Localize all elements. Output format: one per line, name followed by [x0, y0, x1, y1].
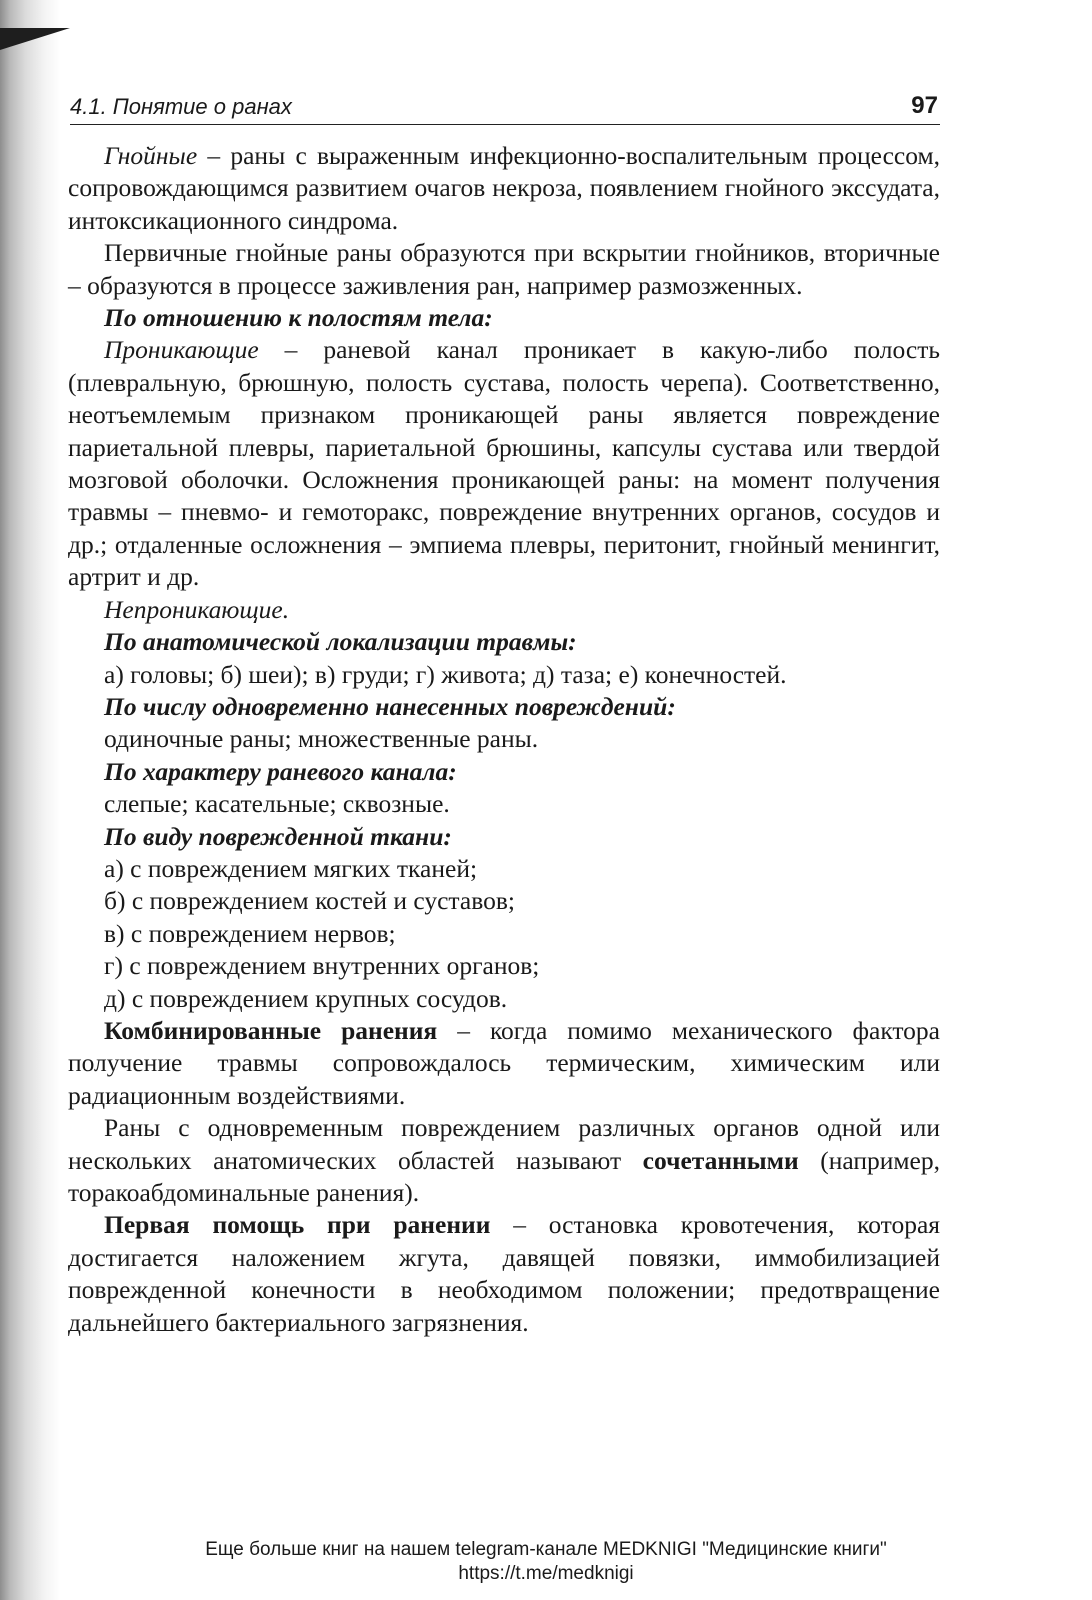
running-header [70, 88, 940, 125]
footer-line-channel: Еще больше книг на нашем telegram-канале MEDKNIGI "Медицинские книги" [205, 1539, 887, 1560]
text-associated-b: (например, торакоабдоминальные ранения). [68, 1145, 940, 1207]
term-first-aid: Первая помощь при ранении [104, 1210, 491, 1240]
paragraph-first-aid [68, 1209, 940, 1339]
list-item: б) с повреждением костей и суставов; [104, 886, 515, 916]
heading-localization: По анатомической локализации травмы: [104, 627, 577, 657]
text-associated-a: Раны с одновременным повреждением различных органов одной или нескольких анатомических областей называют [68, 1113, 940, 1175]
paragraph-non-penetrating [68, 594, 940, 626]
heading-number-of-injuries: По числу одновременно нанесенных повреждений: [104, 691, 676, 721]
list-number-of-injuries: одиночные раны; множественные раны. [104, 724, 539, 754]
text-penetrating: – раневой канал проникает в какую-либо полость (плевральную, брюшную, полость сустава, полость черепа). Соответственно, неотъемлемым признаком проникающей раны является повреждение париетальной плевры, париетальной брюшины, капсулы сустава или твердой мозговой оболочки. Осложнения проникающей раны: на момент получения травмы – пневмо- и гемоторакс, повреждение внутренних органов, сосудов и др.; отдаленные осложнения – эмпиема плевры, перитонит, гнойный менингит, артрит и др. [68, 335, 940, 592]
term-associated: сочетанными [642, 1145, 799, 1175]
list-localization: а) головы; б) шеи); в) груди; г) живота; д) таза; е) конечностей. [104, 659, 787, 689]
paragraph-penetrating [68, 334, 940, 593]
footer-watermark [0, 1538, 1092, 1586]
term-combined-wounds: Комбинированные ранения [104, 1015, 438, 1045]
list-item: д) с повреждением крупных сосудов. [104, 983, 508, 1013]
paragraph-associated-wounds [68, 1112, 940, 1209]
section-title: 4.1. Понятие о ранах [70, 94, 292, 119]
page-corner-mark [0, 28, 70, 50]
page-binding-shadow [0, 0, 60, 1600]
list-item: г) с повреждением внутренних органов; [104, 951, 540, 981]
heading-wound-channel: По характеру раневого канала: [104, 756, 457, 786]
heading-body-cavities: По отношению к полостям тела: [104, 303, 493, 333]
term-purulent: Гнойные [104, 141, 198, 170]
text-purulent: – раны с выраженным инфекционно-воспалительным процессом, сопровождающимся развитием очагов некроза, появлением гнойного экссудата, интоксикационного синдрома. [68, 141, 940, 235]
list-item: а) с повреждением мягких тканей; [104, 853, 478, 883]
heading-tissue-type: По виду поврежденной ткани: [104, 821, 452, 851]
page-body [68, 140, 940, 1339]
list-item: в) с повреждением нервов; [104, 918, 396, 948]
paragraph-purulent [68, 140, 940, 237]
paragraph-combined-wounds [68, 1015, 940, 1112]
term-non-penetrating: Непроникающие. [104, 594, 290, 624]
text-combined-wounds: – когда помимо механического фактора получение травмы сопровождалось термическим, химическим или радиационным воздействиями. [68, 1015, 941, 1110]
footer-link[interactable]: https://t.me/medknigi [458, 1563, 634, 1584]
page-number: 97 [911, 92, 938, 119]
list-wound-channel: слепые; касательные; сквозные. [104, 789, 450, 819]
paragraph-primary-secondary: Первичные гнойные раны образуются при вскрытии гнойников, вторичные – образуются в процессе заживления ран, например размозженных. [68, 238, 940, 300]
term-penetrating: Проникающие [104, 335, 259, 365]
text-first-aid: – остановка кровотечения, которая достигается наложением жгута, давящей повязки, иммобилизацией поврежденной конечности в необходимом положении; предотвращение дальнейшего бактериального загрязнения. [68, 1210, 940, 1337]
